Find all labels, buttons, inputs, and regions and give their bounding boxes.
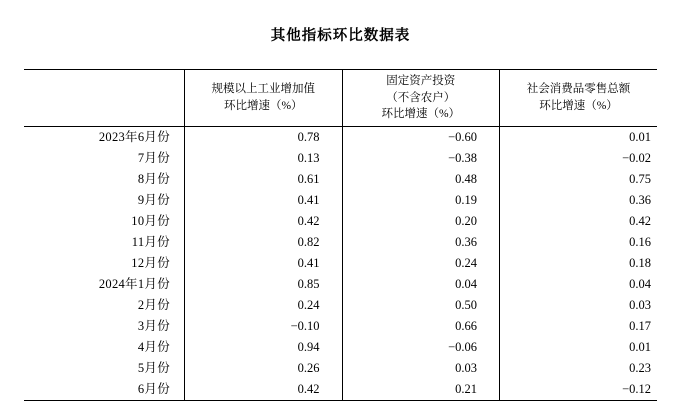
cell-industrial-value-added: 0.41 bbox=[185, 190, 343, 211]
row-label: 2023年6月份 bbox=[24, 127, 185, 149]
cell-industrial-value-added: 0.85 bbox=[185, 274, 343, 295]
cell-fixed-asset-investment: −0.38 bbox=[342, 148, 500, 169]
cell-fixed-asset-investment: 0.04 bbox=[342, 274, 500, 295]
cell-fixed-asset-investment: 0.24 bbox=[342, 253, 500, 274]
column-header-line: 规模以上工业增加值 bbox=[211, 83, 315, 96]
cell-industrial-value-added: 0.42 bbox=[185, 379, 343, 401]
cell-retail-sales: 0.75 bbox=[629, 172, 651, 186]
table-header-row bbox=[24, 70, 657, 127]
cell-retail-sales: 0.17 bbox=[629, 319, 651, 333]
column-header-line: 社会消费品零售总额 bbox=[526, 83, 631, 96]
cell-industrial-value-added: 0.41 bbox=[185, 253, 343, 274]
column-header-line: 固定资产投资 bbox=[386, 74, 456, 87]
row-label: 10月份 bbox=[24, 211, 185, 232]
cell-fixed-asset-investment: 0.20 bbox=[342, 211, 500, 232]
cell-retail-sales: 0.01 bbox=[629, 130, 651, 144]
row-label: 12月份 bbox=[24, 253, 185, 274]
table-row bbox=[24, 148, 657, 169]
row-label: 11月份 bbox=[24, 232, 185, 253]
cell-retail-sales: 0.01 bbox=[629, 340, 651, 354]
table-row bbox=[24, 316, 657, 337]
cell-fixed-asset-investment: 0.03 bbox=[342, 358, 500, 379]
column-header-line: 环比增速（%） bbox=[381, 108, 461, 121]
column-header-line: 环比增速（%） bbox=[223, 100, 303, 112]
cell-retail-sales: 0.03 bbox=[629, 298, 651, 312]
row-label: 5月份 bbox=[24, 358, 185, 379]
column-header-retail-sales bbox=[500, 70, 658, 127]
row-label: 8月份 bbox=[24, 169, 185, 190]
cell-industrial-value-added: 0.82 bbox=[185, 232, 343, 253]
table-row bbox=[24, 379, 657, 401]
table-row bbox=[24, 169, 657, 190]
row-label: 3月份 bbox=[24, 316, 185, 337]
cell-industrial-value-added: 0.78 bbox=[185, 127, 343, 149]
column-header-fixed-asset-investment bbox=[342, 70, 500, 127]
cell-retail-sales: 0.18 bbox=[629, 256, 651, 270]
cell-industrial-value-added: 0.26 bbox=[185, 358, 343, 379]
table-row bbox=[24, 211, 657, 232]
cell-retail-sales: −0.12 bbox=[500, 379, 658, 401]
row-label: 2024年1月份 bbox=[24, 274, 185, 295]
column-header-line: （不含农户） bbox=[386, 91, 456, 104]
page-title: 其他指标环比数据表 bbox=[270, 28, 411, 44]
table-row bbox=[24, 358, 657, 379]
monthly-indicators-table bbox=[24, 69, 657, 401]
row-label: 4月份 bbox=[24, 337, 185, 358]
cell-retail-sales: −0.02 bbox=[622, 151, 651, 165]
cell-industrial-value-added: 0.13 bbox=[185, 148, 343, 169]
column-header-industrial-value-added bbox=[185, 70, 343, 127]
cell-industrial-value-added: 0.24 bbox=[185, 295, 343, 316]
cell-fixed-asset-investment: −0.06 bbox=[342, 337, 500, 358]
cell-retail-sales: 0.36 bbox=[629, 193, 651, 207]
row-label: 6月份 bbox=[24, 379, 185, 401]
cell-fixed-asset-investment: 0.19 bbox=[342, 190, 500, 211]
cell-fixed-asset-investment: 0.66 bbox=[342, 316, 500, 337]
table-row bbox=[24, 274, 657, 295]
column-header-line: 环比增速（%） bbox=[539, 100, 618, 112]
cell-fixed-asset-investment: 0.36 bbox=[342, 232, 500, 253]
cell-retail-sales: 0.42 bbox=[629, 214, 651, 228]
table-row bbox=[24, 337, 657, 358]
cell-industrial-value-added: 0.61 bbox=[185, 169, 343, 190]
table-row bbox=[24, 295, 657, 316]
cell-retail-sales: 0.16 bbox=[629, 235, 651, 249]
cell-fixed-asset-investment: 0.21 bbox=[342, 379, 500, 401]
table-row bbox=[24, 253, 657, 274]
header-corner-cell bbox=[24, 70, 185, 127]
cell-fixed-asset-investment: 0.50 bbox=[342, 295, 500, 316]
cell-fixed-asset-investment: 0.48 bbox=[342, 169, 500, 190]
table-body bbox=[24, 127, 657, 401]
row-label: 9月份 bbox=[24, 190, 185, 211]
cell-industrial-value-added: 0.42 bbox=[185, 211, 343, 232]
cell-industrial-value-added: 0.94 bbox=[185, 337, 343, 358]
cell-retail-sales: 0.23 bbox=[629, 361, 651, 375]
table-row bbox=[24, 232, 657, 253]
row-label: 2月份 bbox=[24, 295, 185, 316]
row-label: 7月份 bbox=[24, 148, 185, 169]
cell-retail-sales: 0.04 bbox=[629, 277, 651, 291]
cell-industrial-value-added: −0.10 bbox=[185, 316, 343, 337]
table-header bbox=[24, 70, 657, 127]
table-row bbox=[24, 190, 657, 211]
cell-fixed-asset-investment: −0.60 bbox=[342, 127, 500, 149]
table-row bbox=[24, 127, 657, 149]
